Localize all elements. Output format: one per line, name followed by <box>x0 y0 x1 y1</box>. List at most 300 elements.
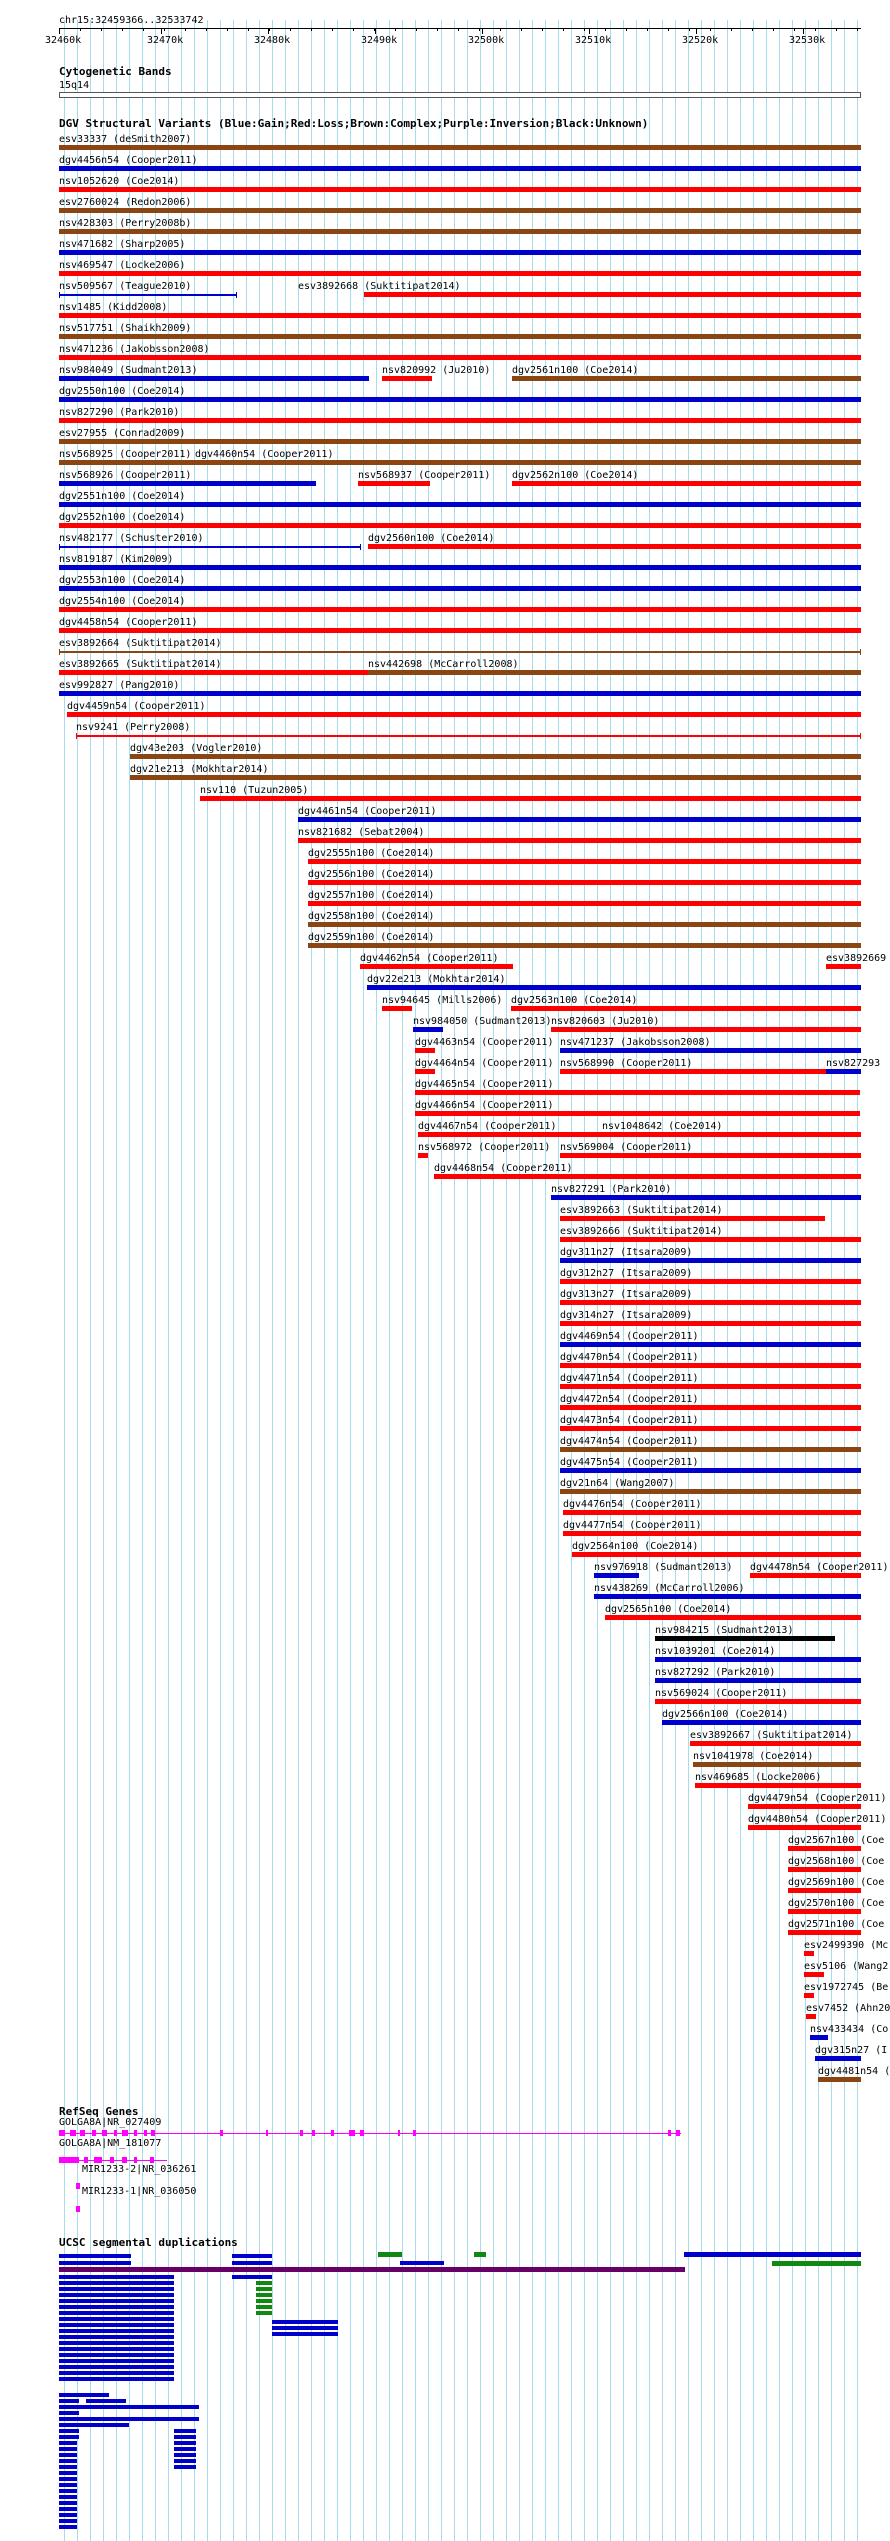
gene-exon[interactable] <box>59 2130 65 2136</box>
segdup-block[interactable] <box>684 2252 861 2257</box>
gene-exon[interactable] <box>151 2130 155 2136</box>
ruler-minor-tick <box>752 28 753 31</box>
segdup-block[interactable] <box>59 2507 77 2511</box>
variant-bar[interactable] <box>655 1636 835 1641</box>
segdup-block[interactable] <box>272 2320 338 2324</box>
variant-label: dgv4466n54 (Cooper2011) <box>415 1100 554 1111</box>
segdup-block[interactable] <box>174 2441 196 2445</box>
segdup-block[interactable] <box>59 2341 174 2345</box>
segdup-block[interactable] <box>59 2293 174 2297</box>
segdup-block[interactable] <box>59 2359 174 2363</box>
gene-exon[interactable] <box>92 2130 96 2136</box>
variant-bar[interactable] <box>298 838 861 843</box>
segdup-block[interactable] <box>256 2287 272 2291</box>
ruler-major-tick <box>803 28 804 34</box>
ruler-minor-tick <box>353 28 354 31</box>
segdup-block[interactable] <box>59 2513 77 2517</box>
gene-exon[interactable] <box>110 2157 114 2163</box>
variant-bar[interactable] <box>804 1972 824 1977</box>
variant-bar[interactable] <box>560 1447 861 1452</box>
variant-label: dgv2562n100 (Coe2014) <box>512 470 639 481</box>
variant-label: nsv471682 (Sharp2005) <box>59 239 186 250</box>
segdup-block[interactable] <box>59 2377 174 2381</box>
variant-bar[interactable] <box>560 1069 827 1074</box>
variant-label: esv3892666 (Suktitipat2014) <box>560 1226 723 1237</box>
segdup-block[interactable] <box>256 2311 272 2315</box>
variant-label: nsv984049 (Sudmant2013) <box>59 365 198 376</box>
segdup-block[interactable] <box>174 2435 196 2439</box>
variant-bar[interactable] <box>662 1720 861 1725</box>
variant-bar[interactable] <box>59 546 361 548</box>
segdup-block[interactable] <box>272 2326 338 2330</box>
ruler-axis <box>59 28 861 29</box>
variant-label: nsv471237 (Jakobsson2008) <box>560 1037 711 1048</box>
variant-bar[interactable] <box>59 355 861 360</box>
variant-bar[interactable] <box>67 712 861 717</box>
variant-bar[interactable] <box>308 859 861 864</box>
ruler-minor-tick <box>563 28 564 31</box>
variant-end <box>860 733 861 739</box>
segdup-block[interactable] <box>232 2261 272 2265</box>
variant-label: dgv4472n54 (Cooper2011) <box>560 1394 699 1405</box>
variant-bar[interactable] <box>367 985 861 990</box>
gene-exon[interactable] <box>266 2130 268 2136</box>
variant-bar[interactable] <box>59 294 237 296</box>
variant-bar[interactable] <box>560 1321 861 1326</box>
variant-bar[interactable] <box>560 1048 861 1053</box>
ruler-minor-tick <box>647 28 648 31</box>
segdup-block[interactable] <box>174 2465 196 2469</box>
variant-label: nsv1485 (Kidd2008) <box>59 302 168 313</box>
segdup-block[interactable] <box>59 2441 77 2445</box>
mir-gene[interactable] <box>76 2206 80 2212</box>
variant-bar[interactable] <box>358 481 430 486</box>
variant-label: nsv568972 (Cooper2011) <box>418 1142 551 1153</box>
gene-exon[interactable] <box>150 2157 154 2163</box>
segdup-block[interactable] <box>59 2393 109 2397</box>
variant-bar[interactable] <box>59 628 861 633</box>
segdup-block[interactable] <box>59 2465 77 2469</box>
variant-label: dgv314n27 (Itsara2009) <box>560 1310 693 1321</box>
variant-bar[interactable] <box>59 250 861 255</box>
variant-bar[interactable] <box>364 292 861 297</box>
variant-label: esv3892667 (Suktitipat2014) <box>690 1730 853 1741</box>
variant-bar[interactable] <box>655 1678 861 1683</box>
ruler-minor-tick <box>689 28 690 31</box>
variant-label: nsv569004 (Cooper2011) <box>560 1142 693 1153</box>
variant-label: esv2499390 (Mc <box>804 1940 889 1951</box>
variant-bar[interactable] <box>415 1090 860 1095</box>
variant-label: nsv438269 (McCarroll2006) <box>594 1583 745 1594</box>
variant-label: dgv21n64 (Wang2007) <box>560 1478 675 1489</box>
segdup-block[interactable] <box>59 2399 79 2403</box>
variant-bar[interactable] <box>804 1951 814 1956</box>
segdup-block[interactable] <box>59 2519 77 2523</box>
segdup-purple-block[interactable] <box>59 2267 685 2272</box>
gene-exon[interactable] <box>102 2130 107 2136</box>
variant-label: dgv4471n54 (Cooper2011) <box>560 1373 699 1384</box>
variant-bar[interactable] <box>308 880 861 885</box>
variant-bar[interactable] <box>413 1027 443 1032</box>
segdup-block[interactable] <box>59 2335 174 2339</box>
ruler-minor-tick <box>143 28 144 31</box>
variant-bar[interactable] <box>59 313 861 318</box>
variant-bar[interactable] <box>308 922 861 927</box>
segdup-block[interactable] <box>59 2435 77 2439</box>
variant-label: dgv4459n54 (Cooper2011) <box>67 701 206 712</box>
variant-label: dgv4464n54 (Cooper2011) <box>415 1058 554 1069</box>
variant-bar[interactable] <box>59 418 861 423</box>
variant-label: nsv827290 (Park2010) <box>59 407 180 418</box>
variant-bar[interactable] <box>308 901 861 906</box>
variant-label: dgv4477n54 (Cooper2011) <box>563 1520 702 1531</box>
segdup-block[interactable] <box>59 2311 174 2315</box>
variant-bar[interactable] <box>560 1279 861 1284</box>
gene-exon[interactable] <box>413 2130 416 2136</box>
segdup-block[interactable] <box>174 2447 196 2451</box>
variant-label: dgv4474n54 (Cooper2011) <box>560 1436 699 1447</box>
ruler-minor-tick <box>185 28 186 31</box>
ruler-tick-label: 32480k <box>254 35 291 46</box>
variant-bar[interactable] <box>748 1825 861 1830</box>
ruler-tick-label: 32510k <box>575 35 612 46</box>
segdup-block[interactable] <box>256 2299 272 2303</box>
segdup-block[interactable] <box>378 2252 402 2257</box>
variant-label: esv2760024 (Redon2006) <box>59 197 192 208</box>
gene-exon[interactable] <box>134 2130 137 2136</box>
gene-exon[interactable] <box>144 2130 147 2136</box>
ruler-minor-tick <box>101 28 102 31</box>
variant-bar[interactable] <box>563 1510 861 1515</box>
variant-bar[interactable] <box>560 1237 861 1242</box>
segdup-block[interactable] <box>272 2332 338 2336</box>
variant-bar[interactable] <box>59 208 861 213</box>
gene-exon[interactable] <box>59 2157 79 2163</box>
segdup-block[interactable] <box>59 2261 131 2265</box>
ruler-minor-tick <box>416 28 417 31</box>
variant-bar[interactable] <box>551 1195 861 1200</box>
segdup-block[interactable] <box>174 2459 196 2463</box>
variant-bar[interactable] <box>512 481 861 486</box>
variant-label: nsv827291 (Park2010) <box>551 1184 672 1195</box>
variant-bar[interactable] <box>818 2077 861 2082</box>
variant-bar[interactable] <box>560 1300 861 1305</box>
variant-bar[interactable] <box>59 229 861 234</box>
segdup-block[interactable] <box>59 2525 77 2529</box>
segdup-block[interactable] <box>59 2347 174 2351</box>
gene-exon[interactable] <box>668 2130 671 2136</box>
segdup-block[interactable] <box>59 2477 77 2481</box>
ruler-minor-tick <box>521 28 522 31</box>
variant-bar[interactable] <box>655 1657 861 1662</box>
segdup-block[interactable] <box>232 2254 272 2258</box>
segdup-block[interactable] <box>59 2305 174 2309</box>
variant-bar[interactable] <box>560 1363 861 1368</box>
variant-bar[interactable] <box>563 1531 861 1536</box>
segdup-block[interactable] <box>86 2399 126 2403</box>
gene-exon[interactable] <box>122 2157 127 2163</box>
variant-label: dgv4468n54 (Cooper2011) <box>434 1163 573 1174</box>
variant-label: dgv2561n100 (Coe2014) <box>512 365 639 376</box>
variant-bar[interactable] <box>130 775 861 780</box>
segdup-block[interactable] <box>59 2411 79 2415</box>
gene-exon[interactable] <box>122 2130 128 2136</box>
variant-bar[interactable] <box>59 271 861 276</box>
variant-bar[interactable] <box>788 1930 861 1935</box>
variant-bar[interactable] <box>59 481 316 486</box>
segdup-block[interactable] <box>59 2423 129 2427</box>
gene-exon[interactable] <box>114 2130 117 2136</box>
variant-bar[interactable] <box>59 691 861 696</box>
variant-bar[interactable] <box>560 1153 861 1158</box>
variant-bar[interactable] <box>418 1153 428 1158</box>
variant-bar[interactable] <box>415 1111 860 1116</box>
variant-label: dgv2551n100 (Coe2014) <box>59 491 186 502</box>
variant-bar[interactable] <box>560 1489 861 1494</box>
segdup-block[interactable] <box>59 2329 174 2333</box>
variant-bar[interactable] <box>298 817 861 822</box>
variant-label: nsv1039201 (Coe2014) <box>655 1646 776 1657</box>
variant-bar[interactable] <box>368 544 861 549</box>
segdup-block[interactable] <box>59 2501 77 2505</box>
variant-label: dgv4461n54 (Cooper2011) <box>298 806 437 817</box>
variant-bar[interactable] <box>59 397 861 402</box>
segdup-block[interactable] <box>59 2489 77 2493</box>
segdup-block[interactable] <box>59 2299 174 2303</box>
variant-bar[interactable] <box>560 1426 861 1431</box>
ruler-minor-tick <box>269 28 270 31</box>
ruler-minor-tick <box>479 28 480 31</box>
variant-label: dgv4475n54 (Cooper2011) <box>560 1457 699 1468</box>
variant-bar[interactable] <box>690 1741 861 1746</box>
segdup-block[interactable] <box>59 2323 174 2327</box>
variant-end <box>59 544 60 550</box>
variant-bar[interactable] <box>572 1552 861 1557</box>
gene-exon[interactable] <box>94 2157 102 2163</box>
variant-bar[interactable] <box>59 187 861 192</box>
variant-bar[interactable] <box>368 670 861 675</box>
variant-label: esv3892665 (Suktitipat2014) <box>59 659 222 670</box>
variant-label: dgv2553n100 (Coe2014) <box>59 575 186 586</box>
variant-bar[interactable] <box>788 1909 861 1914</box>
cytoband-title: Cytogenetic Bands <box>59 65 172 78</box>
segdup-block[interactable] <box>59 2371 174 2375</box>
variant-bar[interactable] <box>560 1258 861 1263</box>
variant-label: dgv311n27 (Itsara2009) <box>560 1247 693 1258</box>
segdup-block[interactable] <box>474 2252 486 2257</box>
variant-end <box>360 544 361 550</box>
variant-bar[interactable] <box>59 651 861 653</box>
variant-bar[interactable] <box>750 1573 861 1578</box>
variant-bar[interactable] <box>308 943 861 948</box>
segdup-block[interactable] <box>256 2281 272 2285</box>
variant-bar[interactable] <box>59 565 861 570</box>
variant-label: dgv43e203 (Vogler2010) <box>130 743 263 754</box>
ruler-minor-tick <box>122 28 123 31</box>
variant-bar[interactable] <box>59 334 861 339</box>
gene-exon[interactable] <box>220 2130 223 2136</box>
gene-exon[interactable] <box>70 2130 76 2136</box>
segdup-block[interactable] <box>256 2305 272 2309</box>
ruler-major-tick <box>589 28 590 34</box>
variant-label: dgv2560n100 (Coe2014) <box>368 533 495 544</box>
variant-bar[interactable] <box>560 1384 861 1389</box>
ruler-major-tick <box>59 28 60 34</box>
dgv-title: DGV Structural Variants (Blue:Gain;Red:Loss;Brown:Complex;Purple:Inversion;Black:Unknown) <box>59 117 649 130</box>
variant-label: nsv442698 (McCarroll2008) <box>368 659 519 670</box>
variant-bar[interactable] <box>594 1573 639 1578</box>
segdup-block[interactable] <box>59 2453 77 2457</box>
variant-bar[interactable] <box>59 439 861 444</box>
segdup-block[interactable] <box>59 2483 77 2487</box>
variant-bar[interactable] <box>512 376 861 381</box>
segdup-block[interactable] <box>256 2293 272 2297</box>
segdup-block[interactable] <box>400 2261 444 2265</box>
variant-bar[interactable] <box>693 1762 861 1767</box>
variant-label: dgv2554n100 (Coe2014) <box>59 596 186 607</box>
variant-end <box>59 292 60 298</box>
variant-bar[interactable] <box>434 1174 861 1179</box>
variant-bar[interactable] <box>560 1468 861 1473</box>
variant-bar[interactable] <box>59 166 861 171</box>
segdup-block[interactable] <box>59 2429 79 2433</box>
variant-bar[interactable] <box>748 1804 861 1809</box>
gene-exon[interactable] <box>360 2130 364 2136</box>
gene-label: GOLGA8A|NR_027409 <box>59 2117 162 2128</box>
variant-bar[interactable] <box>551 1027 861 1032</box>
segdup-title: UCSC segmental duplications <box>59 2236 238 2249</box>
variant-label: nsv827292 (Park2010) <box>655 1667 776 1678</box>
variant-bar[interactable] <box>788 1846 861 1851</box>
mir-gene[interactable] <box>76 2183 80 2189</box>
gene-exon[interactable] <box>676 2130 680 2136</box>
variant-bar[interactable] <box>560 1405 861 1410</box>
gene-exon[interactable] <box>80 2130 85 2136</box>
segdup-block[interactable] <box>59 2254 131 2258</box>
variant-bar[interactable] <box>594 1594 861 1599</box>
variant-bar[interactable] <box>415 1069 435 1074</box>
segdup-block[interactable] <box>59 2495 77 2499</box>
variant-bar[interactable] <box>59 523 861 528</box>
gene-exon[interactable] <box>300 2130 303 2136</box>
variant-bar[interactable] <box>382 1006 412 1011</box>
variant-label: dgv4470n54 (Cooper2011) <box>560 1352 699 1363</box>
variant-bar[interactable] <box>59 607 861 612</box>
variant-label: dgv2565n100 (Coe2014) <box>605 1604 732 1615</box>
variant-bar[interactable] <box>806 2014 816 2019</box>
variant-bar[interactable] <box>655 1699 861 1704</box>
variant-label: nsv1052620 (Coe2014) <box>59 176 180 187</box>
variant-label: nsv568937 (Cooper2011) <box>358 470 491 481</box>
variant-bar[interactable] <box>804 1993 814 1998</box>
ruler-minor-tick <box>248 28 249 31</box>
ruler-position: chr15:32459366..32533742 <box>59 15 204 26</box>
segdup-block[interactable] <box>59 2447 77 2451</box>
segdup-block[interactable] <box>232 2275 272 2279</box>
variant-bar[interactable] <box>826 964 861 969</box>
gene-exon[interactable] <box>84 2157 88 2163</box>
segdup-block[interactable] <box>59 2417 199 2421</box>
variant-label: dgv4465n54 (Cooper2011) <box>415 1079 554 1090</box>
variant-bar[interactable] <box>382 376 432 381</box>
variant-bar[interactable] <box>360 964 513 969</box>
ruler-major-tick <box>268 28 269 34</box>
segdup-block[interactable] <box>59 2365 174 2369</box>
variant-label: nsv509567 (Teague2010) <box>59 281 192 292</box>
variant-bar[interactable] <box>560 1216 825 1221</box>
segdup-block[interactable] <box>59 2317 174 2321</box>
segdup-block[interactable] <box>59 2287 174 2291</box>
variant-label: dgv4467n54 (Cooper2011) <box>418 1121 557 1132</box>
segdup-block[interactable] <box>59 2459 77 2463</box>
variant-label: nsv469547 (Locke2006) <box>59 260 186 271</box>
segdup-block[interactable] <box>59 2281 174 2285</box>
variant-bar[interactable] <box>788 1867 861 1872</box>
variant-label: nsv827293 <box>826 1058 881 1069</box>
segdup-block[interactable] <box>174 2429 196 2433</box>
variant-bar[interactable] <box>605 1615 861 1620</box>
variant-label: dgv2552n100 (Coe2014) <box>59 512 186 523</box>
segdup-block[interactable] <box>59 2471 77 2475</box>
ruler-minor-tick <box>332 28 333 31</box>
variant-bar[interactable] <box>59 502 861 507</box>
ruler-tick-label: 32470k <box>147 35 184 46</box>
gene-exon[interactable] <box>134 2157 137 2163</box>
gene-exon[interactable] <box>312 2130 315 2136</box>
variant-bar[interactable] <box>788 1888 861 1893</box>
gene-exon[interactable] <box>349 2130 355 2136</box>
variant-bar[interactable] <box>59 586 861 591</box>
variant-bar[interactable] <box>76 735 861 737</box>
variant-bar[interactable] <box>200 796 861 801</box>
variant-bar[interactable] <box>695 1783 861 1788</box>
variant-label: nsv1048642 (Coe2014) <box>602 1121 723 1132</box>
variant-bar[interactable] <box>130 754 861 759</box>
ruler-minor-tick <box>857 28 858 31</box>
variant-bar[interactable] <box>415 1048 435 1053</box>
variant-bar[interactable] <box>810 2035 828 2040</box>
gene-exon[interactable] <box>331 2130 334 2136</box>
segdup-block[interactable] <box>174 2453 196 2457</box>
variant-label: dgv22e213 (Mokhtar2014) <box>367 974 506 985</box>
variant-label: nsv110 (Tuzun2005) <box>200 785 309 796</box>
variant-end <box>236 292 237 298</box>
variant-label: dgv4480n54 (Cooper2011) <box>748 1814 887 1825</box>
variant-bar[interactable] <box>59 145 861 150</box>
variant-label: dgv2550n100 (Coe2014) <box>59 386 186 397</box>
variant-bar[interactable] <box>815 2056 861 2061</box>
variant-label: nsv984050 (Sudmant2013) <box>413 1016 552 1027</box>
variant-label: nsv469685 (Locke2006) <box>695 1772 822 1783</box>
ruler-tick-label: 32500k <box>468 35 505 46</box>
segdup-block[interactable] <box>772 2261 861 2266</box>
segdup-block[interactable] <box>59 2275 174 2279</box>
segdup-block[interactable] <box>59 2405 199 2409</box>
variant-bar[interactable] <box>826 1069 861 1074</box>
variant-bar[interactable] <box>602 1132 861 1137</box>
segdup-block[interactable] <box>59 2353 174 2357</box>
cytoband-bar[interactable] <box>59 92 861 98</box>
variant-bar[interactable] <box>59 376 369 381</box>
ruler-minor-tick <box>605 28 606 31</box>
gene-exon[interactable] <box>398 2130 400 2136</box>
variant-bar[interactable] <box>511 1006 861 1011</box>
ruler-minor-tick <box>668 28 669 31</box>
variant-bar[interactable] <box>560 1342 861 1347</box>
ruler-minor-tick <box>290 28 291 31</box>
variant-bar[interactable] <box>195 460 861 465</box>
gene-label: MIR1233-2|NR_036261 <box>82 2164 197 2175</box>
